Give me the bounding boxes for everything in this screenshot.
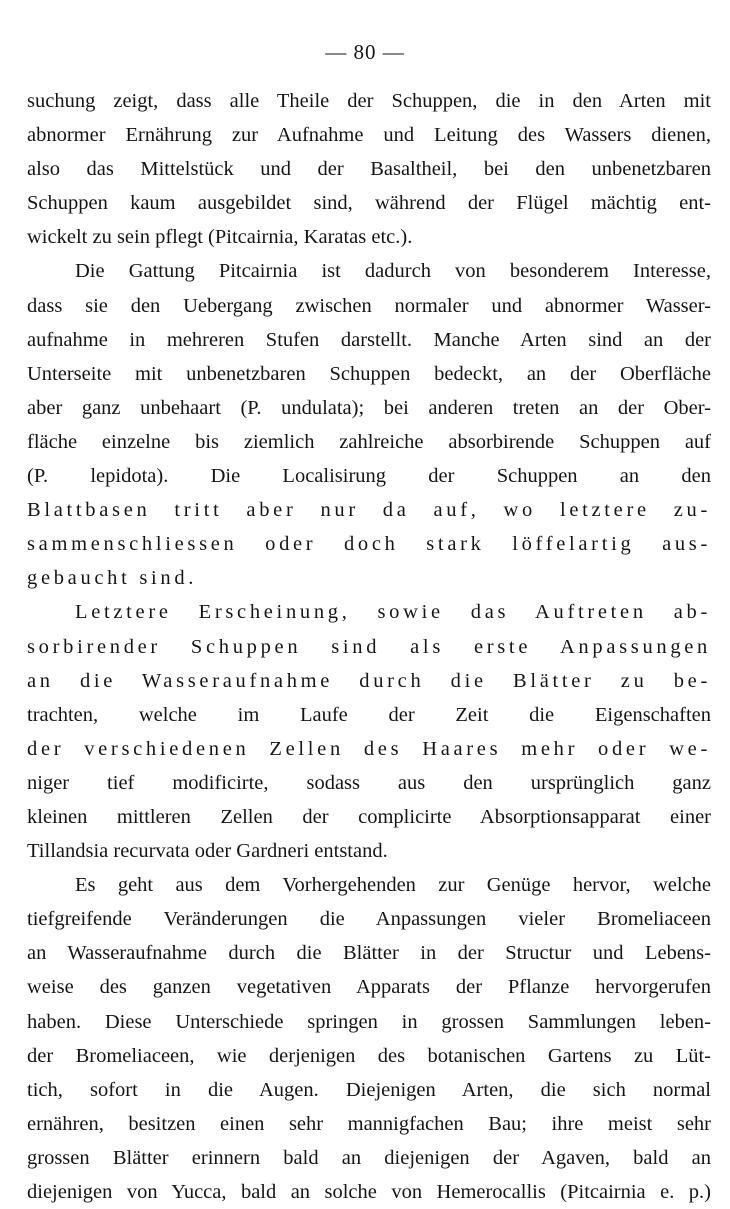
- text-line: ernähren, besitzen einen sehr mannigfachen Bau; ihre meist sehr: [27, 1112, 711, 1135]
- text-line: also das Mittelstück und der Basaltheil, bei den unbenetzbaren: [27, 158, 711, 181]
- text-line: gebaucht sind.: [27, 567, 198, 590]
- text-line: niger tief modificirte, sodass aus den ursprünglich ganz: [27, 771, 711, 794]
- text-line: der Bromeliaceen, wie derjenigen des botanischen Gartens zu Lüt-: [27, 1044, 711, 1067]
- text-line: an Wasseraufnahme durch die Blätter in der Structur und Lebens-: [27, 942, 711, 965]
- text-line: suchung zeigt, dass alle Theile der Schuppen, die in den Arten mit: [27, 90, 711, 112]
- text-line: (P. lepidota). Die Localisirung der Schuppen an den: [27, 465, 711, 488]
- text-line: Unterseite mit unbenetzbaren Schuppen bedeckt, an der Oberfläche: [27, 362, 711, 385]
- text-line: kleinen mittleren Zellen der complicirte Absorptionsapparat einer: [27, 805, 711, 828]
- text-line: sammenschliessen oder doch stark löffelartig aus-: [27, 533, 711, 556]
- text-line: Es geht aus dem Vorhergehenden zur Genüge hervor, welche: [75, 874, 711, 897]
- text-line: fläche einzelne bis ziemlich zahlreiche absorbirende Schuppen auf: [27, 430, 711, 453]
- text-line: haben. Diese Unterschiede springen in grossen Sammlungen leben-: [27, 1010, 711, 1033]
- text-line: an die Wasseraufnahme durch die Blätter zu be-: [27, 669, 711, 692]
- text-line: diejenigen von Yucca, bald an solche von Hemerocallis (Pitcairnia e. p.): [27, 1181, 711, 1203]
- text-line: tiefgreifende Veränderungen die Anpassungen vieler Bromeliaceen: [27, 908, 711, 931]
- text-line: grossen Blätter erinnern bald an diejenigen der Agaven, bald an: [27, 1146, 711, 1169]
- text-line: Letztere Erscheinung, sowie das Auftreten ab-: [75, 601, 711, 624]
- text-line: dass sie den Uebergang zwischen normaler und abnormer Wasser-: [27, 294, 711, 317]
- text-line: Blattbasen tritt aber nur da auf, wo letztere zu-: [27, 499, 711, 522]
- text-line: trachten, welche im Laufe der Zeit die Eigenschaften: [27, 703, 711, 726]
- body-text: [27, 84, 711, 1209]
- text-line: weise des ganzen vegetativen Apparats der Pflanze hervorgerufen: [27, 976, 711, 999]
- page-number: — 80 —: [325, 40, 405, 64]
- text-line: wickelt zu sein pflegt (Pitcairnia, Karatas etc.).: [27, 226, 413, 249]
- text-line: Tillandsia recurvata oder Gardneri entstand.: [27, 840, 388, 863]
- text-line: abnormer Ernährung zur Aufnahme und Leitung des Wassers dienen,: [27, 124, 711, 147]
- text-line: sorbirender Schuppen sind als erste Anpassungen: [27, 635, 711, 658]
- text-line: der verschiedenen Zellen des Haares mehr oder we-: [27, 737, 711, 760]
- text-line: aber ganz unbehaart (P. undulata); bei anderen treten an der Ober-: [27, 396, 711, 419]
- text-line: aufnahme in mehreren Stufen darstellt. Manche Arten sind an der: [27, 328, 711, 351]
- text-line: tich, sofort in die Augen. Diejenigen Arten, die sich normal: [27, 1078, 711, 1101]
- text-line: Schuppen kaum ausgebildet sind, während der Flügel mächtig ent-: [27, 192, 711, 215]
- text-line: Die Gattung Pitcairnia ist dadurch von besonderem Interesse,: [75, 260, 711, 283]
